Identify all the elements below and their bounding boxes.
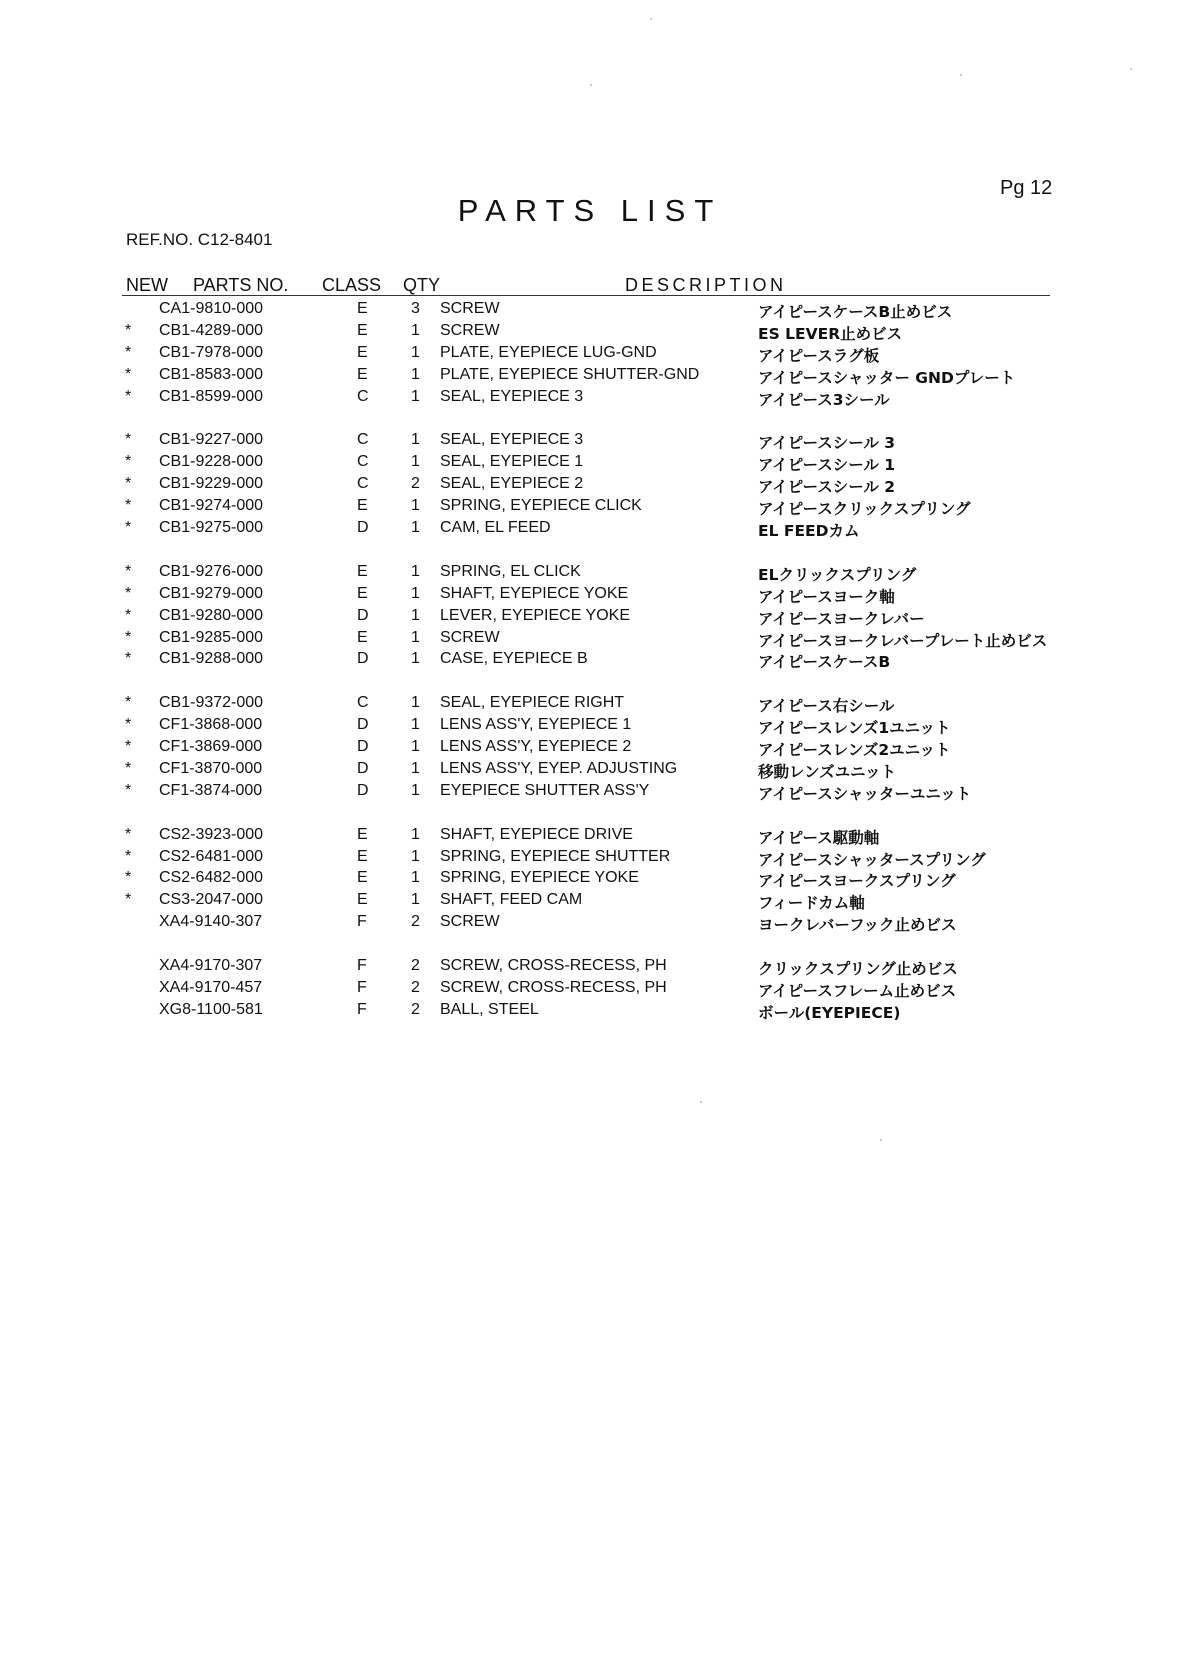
part-class: C [357, 475, 369, 493]
part-description-jp: アイピースシール 2 [758, 478, 896, 497]
part-description: SEAL, EYEPIECE 2 [440, 475, 584, 493]
part-description-jp: アイピースクリックスプリング [758, 500, 971, 519]
part-class: F [357, 957, 367, 974]
part-qty: 1 [411, 497, 420, 515]
part-class: E [357, 343, 368, 361]
table-row [0, 913, 1180, 935]
part-qty: 2 [411, 978, 420, 996]
part-number: CB1-8599-000 [159, 387, 264, 405]
part-qty: 2 [411, 475, 420, 493]
part-number: CF1-3869-000 [159, 738, 263, 755]
table-row [0, 497, 1180, 519]
new-marker: * [125, 781, 132, 799]
part-number: CB1-9275-000 [159, 519, 264, 536]
table-row [0, 716, 1180, 738]
part-description: SPRING, EYEPIECE CLICK [440, 497, 642, 515]
table-row [0, 388, 1180, 410]
part-description-jp: アイピース3シール [758, 390, 890, 409]
part-description-jp: ヨークレバーフック止めビス [758, 916, 957, 935]
table-row [0, 300, 1180, 322]
part-description-jp: クリックスプリング止めビス [758, 960, 958, 978]
part-number: CB1-9227-000 [159, 431, 264, 449]
new-marker: * [125, 519, 132, 536]
part-qty: 1 [411, 584, 420, 602]
part-description: LENS ASS'Y, EYEP. ADJUSTING [440, 759, 678, 777]
part-description-jp: ES LEVER止めビス [758, 324, 903, 343]
part-qty: 1 [411, 431, 420, 449]
part-class: E [357, 365, 368, 383]
table-row [0, 629, 1180, 651]
part-description-jp: アイピースラグ板 [758, 346, 880, 365]
scan-speck [650, 18, 652, 20]
part-qty: 1 [411, 519, 420, 536]
part-description-jp: 移動レンズユニット [758, 762, 897, 781]
part-description-jp: アイピースレンズ1ユニット [758, 719, 951, 738]
part-class: D [357, 759, 369, 777]
new-marker: * [125, 847, 132, 865]
part-qty: 1 [411, 562, 420, 580]
part-description: SEAL, EYEPIECE RIGHT [440, 694, 625, 712]
part-description: SCREW [440, 913, 500, 931]
part-number: CS2-6481-000 [159, 847, 264, 865]
new-marker: * [125, 606, 132, 624]
part-description-jp: アイピースシール 1 [758, 456, 896, 475]
part-description-jp: アイピース右シール [758, 697, 895, 716]
new-marker: * [125, 365, 132, 383]
part-class: E [357, 825, 368, 843]
part-class: C [357, 387, 369, 405]
page-number: Pg 12 [1000, 177, 1053, 199]
part-description: SHAFT, FEED CAM [440, 891, 583, 909]
part-class: C [357, 694, 369, 712]
part-description-jp: アイピースシャッターユニット [758, 784, 972, 803]
part-description-jp: ボール(EYEPIECE) [758, 1003, 901, 1022]
new-marker: * [125, 431, 132, 449]
table-row [0, 738, 1180, 760]
part-qty: 1 [411, 343, 420, 361]
part-class: E [357, 321, 368, 339]
new-marker: * [125, 825, 132, 843]
table-row [0, 694, 1180, 716]
part-description-jp: アイピースケースB止めビス [758, 303, 953, 321]
new-marker: * [125, 628, 132, 646]
new-marker: * [125, 453, 132, 471]
part-class: E [357, 628, 368, 646]
part-number: CB1-8583-000 [159, 365, 264, 383]
part-description: PLATE, EYEPIECE SHUTTER-GND [440, 365, 700, 383]
part-description: SPRING, EYEPIECE SHUTTER [440, 847, 671, 865]
part-class: D [357, 716, 369, 734]
part-number: CB1-9274-000 [159, 497, 264, 515]
table-row [0, 366, 1180, 388]
header-new: NEW [126, 275, 168, 295]
part-number: CB1-9229-000 [159, 475, 264, 493]
page-title: PARTS LIST [457, 193, 723, 228]
table-row [0, 1001, 1180, 1023]
part-description-jp: アイピース駆動軸 [758, 828, 880, 847]
part-description: EYEPIECE SHUTTER ASS'Y [440, 781, 650, 799]
part-qty: 1 [411, 628, 420, 646]
table-row [0, 453, 1180, 475]
part-number: CB1-9285-000 [159, 628, 264, 646]
part-number: CB1-9288-000 [159, 650, 264, 668]
table-row [0, 957, 1180, 979]
part-number: CF1-3870-000 [159, 759, 263, 777]
table-row [0, 979, 1180, 1001]
part-qty: 1 [411, 650, 420, 668]
part-qty: 1 [411, 869, 420, 887]
part-class: D [357, 650, 369, 668]
part-number: CS2-3923-000 [159, 825, 264, 843]
part-description: LENS ASS'Y, EYEPIECE 1 [440, 716, 632, 734]
part-number: CS3-2047-000 [159, 891, 264, 909]
new-marker: * [125, 694, 132, 712]
part-qty: 1 [411, 825, 420, 843]
part-description-jp: アイピースヨークスプリング [758, 872, 956, 891]
part-description-jp: アイピースヨークレバープレート止めビス [758, 631, 1048, 650]
new-marker: * [125, 343, 132, 361]
part-description: BALL, STEEL [440, 1000, 539, 1018]
part-qty: 1 [411, 387, 420, 405]
part-number: CF1-3868-000 [159, 716, 263, 734]
part-qty: 1 [411, 365, 420, 383]
part-description: SEAL, EYEPIECE 1 [440, 453, 584, 471]
part-class: D [357, 738, 369, 755]
header-qty: QTY [403, 275, 441, 295]
part-description: SPRING, EL CLICK [440, 562, 581, 580]
part-number: CB1-9372-000 [159, 694, 264, 712]
part-class: D [357, 519, 369, 536]
part-class: E [357, 300, 368, 317]
new-marker: * [125, 716, 132, 734]
part-qty: 1 [411, 606, 420, 624]
part-description-jp: アイピースレンズ2ユニット [758, 741, 951, 759]
part-class: C [357, 431, 369, 449]
table-row [0, 782, 1180, 804]
new-marker: * [125, 869, 132, 887]
part-qty: 1 [411, 759, 420, 777]
part-qty: 1 [411, 694, 420, 712]
new-marker: * [125, 584, 132, 602]
part-qty: 1 [411, 738, 420, 755]
part-class: E [357, 847, 368, 865]
part-number: CF1-3874-000 [159, 781, 263, 799]
table-row [0, 848, 1180, 870]
part-description: SCREW [440, 321, 500, 339]
part-number: CB1-4289-000 [159, 321, 264, 339]
part-number: CB1-9279-000 [159, 584, 264, 602]
new-marker: * [125, 738, 132, 755]
part-description-jp: アイピースシャッター GNDプレート [758, 368, 1016, 387]
part-class: E [357, 562, 368, 580]
part-description: SPRING, EYEPIECE YOKE [440, 869, 639, 887]
part-qty: 1 [411, 453, 420, 471]
part-qty: 1 [411, 781, 420, 799]
header-rule [122, 295, 1050, 296]
new-marker: * [125, 475, 132, 493]
part-description-jp: アイピースシール 3 [758, 434, 896, 453]
part-qty: 1 [411, 716, 420, 734]
part-number: CA1-9810-000 [159, 300, 264, 317]
new-marker: * [125, 891, 132, 909]
part-description: SCREW, CROSS-RECESS, PH [440, 978, 667, 996]
new-marker: * [125, 387, 132, 405]
part-description: CAM, EL FEED [440, 519, 551, 536]
part-description: SHAFT, EYEPIECE YOKE [440, 584, 629, 602]
part-description-jp: アイピースシャッタースプリング [758, 850, 986, 869]
part-description-jp: EL FEEDカム [758, 522, 860, 540]
part-class: E [357, 891, 368, 909]
part-description-jp: アイピースケースB [758, 653, 891, 672]
table-row [0, 322, 1180, 344]
part-qty: 2 [411, 1000, 420, 1018]
part-qty: 1 [411, 321, 420, 339]
part-class: F [357, 1000, 367, 1018]
header-class: CLASS [322, 275, 382, 295]
table-row [0, 891, 1180, 913]
table-row [0, 607, 1180, 629]
ref-number: REF.NO. C12-8401 [126, 230, 273, 249]
part-class: E [357, 584, 368, 602]
table-row [0, 563, 1180, 585]
new-marker: * [125, 759, 132, 777]
part-description: PLATE, EYEPIECE LUG-GND [440, 343, 657, 361]
new-marker: * [125, 321, 132, 339]
scan-speck [960, 74, 962, 76]
part-number: XA4-9170-307 [159, 957, 263, 974]
part-description: CASE, EYEPIECE B [440, 650, 588, 668]
part-description-jp: アイピースヨークレバー [758, 609, 925, 628]
part-number: CB1-9228-000 [159, 453, 264, 471]
part-description: LEVER, EYEPIECE YOKE [440, 606, 631, 624]
part-description: SEAL, EYEPIECE 3 [440, 387, 584, 405]
table-row [0, 585, 1180, 607]
scan-speck [880, 1139, 882, 1141]
part-qty: 1 [411, 891, 420, 909]
part-description: SCREW [440, 300, 500, 317]
table-row [0, 760, 1180, 782]
table-row [0, 431, 1180, 453]
part-description-jp: アイピースフレーム止めビス [758, 981, 957, 1000]
part-number: CB1-9276-000 [159, 562, 264, 580]
part-class: F [357, 978, 367, 996]
part-qty: 3 [411, 300, 420, 317]
part-qty: 2 [411, 913, 420, 931]
part-number: CB1-7978-000 [159, 343, 264, 361]
part-description-jp: ELクリックスプリング [758, 565, 917, 584]
part-qty: 2 [411, 957, 420, 974]
new-marker: * [125, 562, 132, 580]
part-description: SHAFT, EYEPIECE DRIVE [440, 825, 633, 843]
part-number: XA4-9140-307 [159, 913, 263, 931]
part-description: SCREW [440, 628, 500, 646]
part-class: D [357, 781, 369, 799]
header-description: DESCRIPTION [625, 275, 787, 295]
table-row [0, 344, 1180, 366]
part-description-jp: フィードカム軸 [758, 894, 865, 913]
part-class: E [357, 869, 368, 887]
part-description: SEAL, EYEPIECE 3 [440, 431, 584, 449]
part-description: LENS ASS'Y, EYEPIECE 2 [440, 738, 632, 755]
new-marker: * [125, 497, 132, 515]
scan-speck [590, 84, 592, 86]
part-class: C [357, 453, 369, 471]
scan-speck [700, 1101, 702, 1103]
table-row [0, 869, 1180, 891]
scan-speck [1130, 68, 1132, 70]
new-marker: * [125, 650, 132, 668]
table-row [0, 519, 1180, 541]
part-description: SCREW, CROSS-RECESS, PH [440, 957, 667, 974]
part-number: CS2-6482-000 [159, 869, 264, 887]
part-description-jp: アイピースヨーク軸 [758, 587, 895, 606]
header-parts-no: PARTS NO. [193, 275, 289, 295]
part-class: F [357, 913, 367, 931]
table-row [0, 826, 1180, 848]
table-row [0, 475, 1180, 497]
part-class: E [357, 497, 368, 515]
part-number: XA4-9170-457 [159, 978, 263, 996]
table-row [0, 650, 1180, 672]
part-class: D [357, 606, 369, 624]
part-number: CB1-9280-000 [159, 606, 264, 624]
part-qty: 1 [411, 847, 420, 865]
part-number: XG8-1100-581 [159, 1000, 263, 1018]
